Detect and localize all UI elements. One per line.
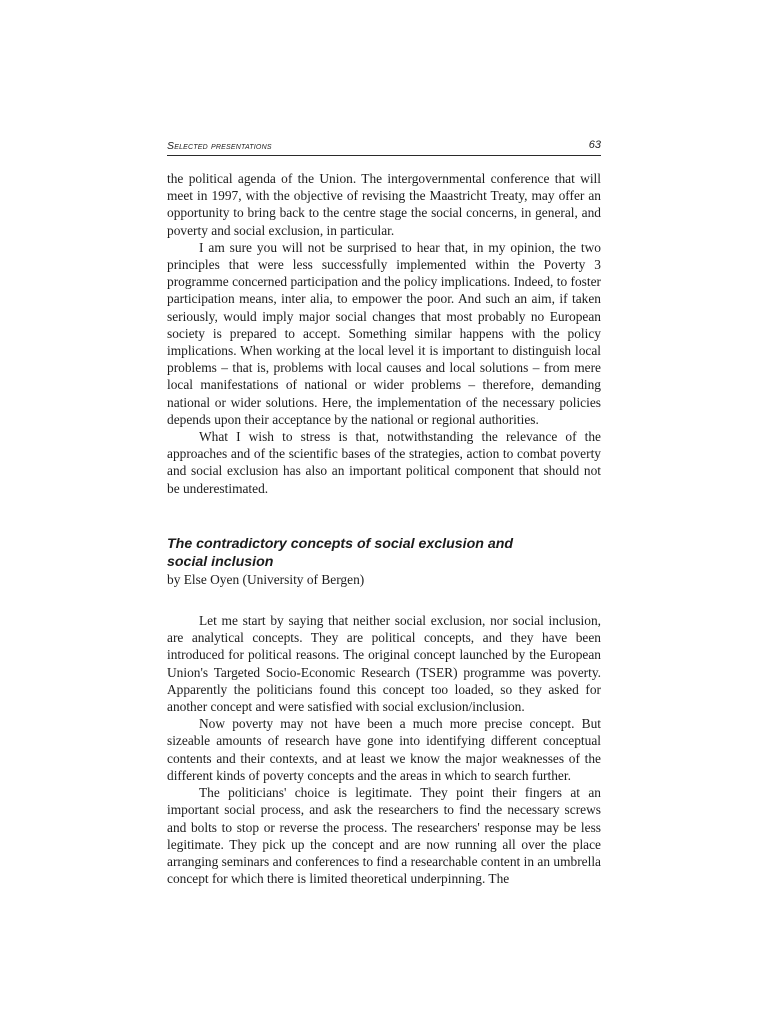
paragraph: I am sure you will not be surprised to hear that, in my opinion, the two principles that were less successfully implemented within the Poverty 3 programme concerned participation and the policy implications. Indeed, to foster participation means, inter alia, to empower the poor. And such an aim, if taken seriously, would imply major social changes that most probably no European society is prepared to accept. Something similar happens with the policy implications. When working at the local level it is important to distinguish local problems – that is, problems with local causes and local solutions – from mere local manifestations of national or wider problems – therefore, demanding national or wider solutions. Here, the implementation of the necessary policies depends upon their acceptance by the national or regional authorities. (167, 239, 601, 427)
running-header-section-name: Selected presentations (167, 140, 272, 152)
author-byline: by Else Oyen (University of Bergen) (167, 571, 365, 587)
body-text (167, 170, 601, 887)
paragraph: the political agenda of the Union. The intergovernmental conference that will meet in 1997, with the objective of revising the Maastricht Treaty, may offer an opportunity to bring back to the centre stage the social concerns, in general, and poverty and social exclusion, in particular. (167, 171, 601, 238)
running-header (167, 138, 601, 156)
section-heading: The contradictory concepts of social exclusion and social inclusion (167, 535, 514, 570)
paragraph: The politicians' choice is legitimate. They point their fingers at an important social process, and ask the researchers to find the necessary screws and bolts to stop or reverse the process. The researchers' response may be less legitimate. They pick up the concept and are now running all over the place arranging seminars and conferences to find a researchable content in an umbrella concept for which there is limited theoretical underpinning. The (167, 785, 601, 887)
paragraph: Now poverty may not have been a much more precise concept. But sizeable amounts of research have gone into identifying different conceptual contents and their contexts, and at least we know the major weaknesses of the different kinds of poverty concepts and the areas in which to search further. (167, 716, 601, 783)
paragraph: What I wish to stress is that, notwithstanding the relevance of the approaches and of the scientific bases of the strategies, action to combat poverty and social exclusion has also an important political component that should not be underestimated. (167, 429, 601, 496)
paragraph: Let me start by saying that neither social exclusion, nor social inclusion, are analytical concepts. They are political concepts, and they have been introduced for political reasons. The original concept launched by the European Union's Targeted Socio-Economic Research (TSER) programme was poverty. Apparently the politicians found this concept too loaded, so they asked for another concept and were satisfied with social exclusion/inclusion. (167, 613, 601, 715)
page-number: 63 (588, 139, 601, 151)
